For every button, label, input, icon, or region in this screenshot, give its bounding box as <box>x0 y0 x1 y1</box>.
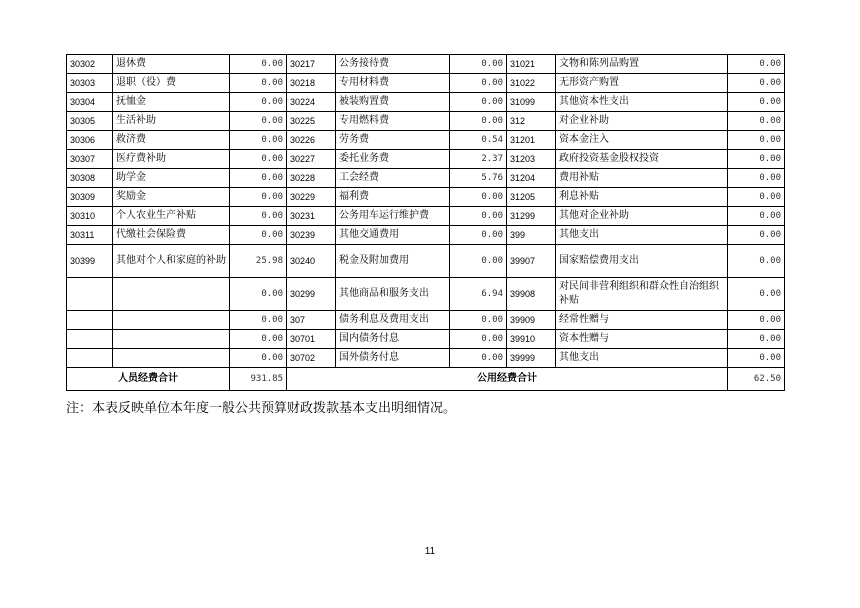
code-cell: 30231 <box>287 207 336 226</box>
personnel-total-label: 人员经费合计 <box>67 368 230 391</box>
name-cell: 其他对个人和家庭的补助 <box>113 245 230 278</box>
name-cell: 无形资产购置 <box>556 74 728 93</box>
table-row <box>67 169 785 188</box>
name-cell: 其他商品和服务支出 <box>336 278 450 311</box>
name-cell: 代缴社会保险费 <box>113 226 230 245</box>
table-row <box>67 74 785 93</box>
amount-cell: 0.00 <box>230 278 287 311</box>
table-row <box>67 55 785 74</box>
code-cell: 399 <box>507 226 556 245</box>
amount-cell: 0.00 <box>450 188 507 207</box>
code-cell: 39910 <box>507 330 556 349</box>
amount-cell: 0.00 <box>450 226 507 245</box>
table-row <box>67 226 785 245</box>
code-cell: 30302 <box>67 55 113 74</box>
amount-cell: 0.00 <box>230 330 287 349</box>
name-cell: 利息补贴 <box>556 188 728 207</box>
table-row <box>67 278 785 311</box>
name-cell: 退休费 <box>113 55 230 74</box>
amount-cell: 0.00 <box>450 74 507 93</box>
code-cell: 30229 <box>287 188 336 207</box>
amount-cell: 0.00 <box>728 93 785 112</box>
code-cell: 31099 <box>507 93 556 112</box>
amount-cell: 0.00 <box>728 74 785 93</box>
code-cell: 39907 <box>507 245 556 278</box>
amount-cell: 0.00 <box>728 169 785 188</box>
code-cell: 30303 <box>67 74 113 93</box>
name-cell: 劳务费 <box>336 131 450 150</box>
code-cell: 30225 <box>287 112 336 131</box>
name-cell: 专用材料费 <box>336 74 450 93</box>
name-cell: 对企业补助 <box>556 112 728 131</box>
name-cell: 专用燃料费 <box>336 112 450 131</box>
amount-cell: 0.00 <box>450 349 507 368</box>
code-cell <box>67 278 113 311</box>
table-footnote: 注：本表反映单位本年度一般公共预算财政拨款基本支出明细情况。 <box>66 401 457 416</box>
name-cell: 国内债务付息 <box>336 330 450 349</box>
name-cell <box>113 311 230 330</box>
code-cell: 30228 <box>287 169 336 188</box>
name-cell <box>113 330 230 349</box>
code-cell: 30239 <box>287 226 336 245</box>
code-cell: 30309 <box>67 188 113 207</box>
table-body <box>67 55 785 368</box>
name-cell: 抚恤金 <box>113 93 230 112</box>
name-cell: 债务利息及费用支出 <box>336 311 450 330</box>
name-cell: 医疗费补助 <box>113 150 230 169</box>
name-cell: 公务接待费 <box>336 55 450 74</box>
name-cell: 政府投资基金股权投资 <box>556 150 728 169</box>
amount-cell: 0.00 <box>450 55 507 74</box>
code-cell: 312 <box>507 112 556 131</box>
amount-cell: 0.00 <box>728 188 785 207</box>
code-cell: 30308 <box>67 169 113 188</box>
code-cell: 30226 <box>287 131 336 150</box>
code-cell <box>67 311 113 330</box>
amount-cell: 2.37 <box>450 150 507 169</box>
amount-cell: 0.00 <box>230 207 287 226</box>
amount-cell: 0.00 <box>450 311 507 330</box>
code-cell: 30227 <box>287 150 336 169</box>
amount-cell: 0.00 <box>450 112 507 131</box>
amount-cell: 0.00 <box>230 74 287 93</box>
name-cell: 其他对企业补助 <box>556 207 728 226</box>
table-row <box>67 93 785 112</box>
amount-cell: 0.00 <box>728 311 785 330</box>
amount-cell: 0.00 <box>450 207 507 226</box>
name-cell: 经常性赠与 <box>556 311 728 330</box>
table-row <box>67 330 785 349</box>
name-cell: 国外债务付息 <box>336 349 450 368</box>
amount-cell: 0.00 <box>728 55 785 74</box>
table-row <box>67 150 785 169</box>
code-cell: 30224 <box>287 93 336 112</box>
code-cell: 39908 <box>507 278 556 311</box>
code-cell: 31021 <box>507 55 556 74</box>
name-cell: 资本金注入 <box>556 131 728 150</box>
name-cell: 奖励金 <box>113 188 230 207</box>
amount-cell: 5.76 <box>450 169 507 188</box>
table-row <box>67 112 785 131</box>
amount-cell: 0.00 <box>230 112 287 131</box>
code-cell: 30306 <box>67 131 113 150</box>
code-cell <box>67 349 113 368</box>
code-cell: 30307 <box>67 150 113 169</box>
name-cell: 生活补助 <box>113 112 230 131</box>
personnel-total-value: 931.85 <box>230 368 287 391</box>
name-cell: 工会经费 <box>336 169 450 188</box>
amount-cell: 0.00 <box>230 226 287 245</box>
name-cell: 救济费 <box>113 131 230 150</box>
name-cell: 退职（役）费 <box>113 74 230 93</box>
code-cell: 30305 <box>67 112 113 131</box>
name-cell: 文物和陈列品购置 <box>556 55 728 74</box>
code-cell: 31203 <box>507 150 556 169</box>
totals-row <box>67 368 785 391</box>
amount-cell: 0.00 <box>230 169 287 188</box>
name-cell <box>113 278 230 311</box>
amount-cell: 25.98 <box>230 245 287 278</box>
code-cell: 30702 <box>287 349 336 368</box>
amount-cell: 0.00 <box>230 188 287 207</box>
name-cell: 资本性赠与 <box>556 330 728 349</box>
code-cell: 30304 <box>67 93 113 112</box>
amount-cell: 0.00 <box>230 131 287 150</box>
code-cell: 30217 <box>287 55 336 74</box>
code-cell: 31022 <box>507 74 556 93</box>
code-cell: 30310 <box>67 207 113 226</box>
amount-cell: 0.54 <box>450 131 507 150</box>
code-cell: 31205 <box>507 188 556 207</box>
public-total-label: 公用经费合计 <box>287 368 728 391</box>
code-cell: 30399 <box>67 245 113 278</box>
code-cell: 30240 <box>287 245 336 278</box>
public-total-value: 62.50 <box>728 368 785 391</box>
name-cell: 其他支出 <box>556 349 728 368</box>
amount-cell: 0.00 <box>230 349 287 368</box>
expenditure-detail-table <box>66 54 785 391</box>
name-cell: 费用补贴 <box>556 169 728 188</box>
name-cell <box>113 349 230 368</box>
code-cell: 30299 <box>287 278 336 311</box>
code-cell: 30311 <box>67 226 113 245</box>
name-cell: 税金及附加费用 <box>336 245 450 278</box>
name-cell: 国家赔偿费用支出 <box>556 245 728 278</box>
amount-cell: 0.00 <box>728 226 785 245</box>
name-cell: 其他资本性支出 <box>556 93 728 112</box>
table-row <box>67 188 785 207</box>
code-cell: 31204 <box>507 169 556 188</box>
name-cell: 助学金 <box>113 169 230 188</box>
amount-cell: 0.00 <box>230 311 287 330</box>
name-cell: 委托业务费 <box>336 150 450 169</box>
name-cell: 被装购置费 <box>336 93 450 112</box>
amount-cell: 0.00 <box>728 349 785 368</box>
amount-cell: 0.00 <box>450 330 507 349</box>
name-cell: 福利费 <box>336 188 450 207</box>
code-cell: 30701 <box>287 330 336 349</box>
table-row <box>67 349 785 368</box>
amount-cell: 0.00 <box>728 112 785 131</box>
amount-cell: 0.00 <box>728 278 785 311</box>
name-cell: 公务用车运行维护费 <box>336 207 450 226</box>
amount-cell: 0.00 <box>450 93 507 112</box>
amount-cell: 0.00 <box>230 55 287 74</box>
code-cell: 307 <box>287 311 336 330</box>
table-row <box>67 207 785 226</box>
amount-cell: 0.00 <box>728 330 785 349</box>
page-number: 11 <box>424 546 436 557</box>
code-cell: 39909 <box>507 311 556 330</box>
name-cell: 个人农业生产补贴 <box>113 207 230 226</box>
amount-cell: 0.00 <box>230 93 287 112</box>
code-cell: 31299 <box>507 207 556 226</box>
table-row <box>67 311 785 330</box>
name-cell: 对民间非营利组织和群众性自治组织补贴 <box>556 278 728 311</box>
amount-cell: 0.00 <box>728 150 785 169</box>
amount-cell: 0.00 <box>728 207 785 226</box>
table-row <box>67 131 785 150</box>
code-cell: 39999 <box>507 349 556 368</box>
amount-cell: 6.94 <box>450 278 507 311</box>
name-cell: 其他支出 <box>556 226 728 245</box>
code-cell: 30218 <box>287 74 336 93</box>
code-cell: 31201 <box>507 131 556 150</box>
amount-cell: 0.00 <box>230 150 287 169</box>
code-cell <box>67 330 113 349</box>
name-cell: 其他交通费用 <box>336 226 450 245</box>
amount-cell: 0.00 <box>728 245 785 278</box>
table-row <box>67 245 785 278</box>
amount-cell: 0.00 <box>728 131 785 150</box>
amount-cell: 0.00 <box>450 245 507 278</box>
